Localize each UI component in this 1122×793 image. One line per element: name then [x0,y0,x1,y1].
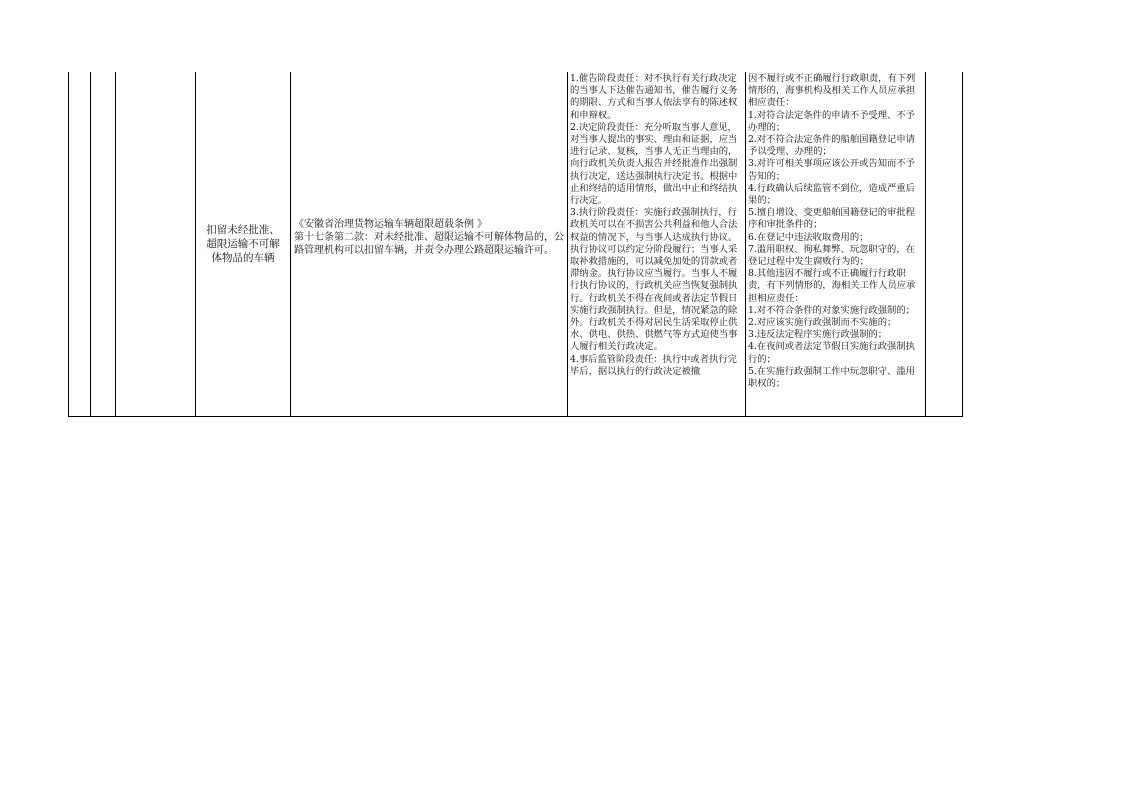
accountability-item: 8.其他违因不履行或不正确履行行政职责，有下列情形的，海相关工作人员应承担相应责任： [748,268,916,304]
accountability-item: 1.对不符合条件的对象实施行政强制的； [748,304,915,316]
table-cell-remarks [926,72,962,416]
accountability-item: 6.在登记中违法收取费用的； [748,231,869,243]
accountability-item: 7.滥用职权、徇私舞弊、玩忽职守的，在登记过程中发生腐败行为的； [748,243,915,268]
responsibility-item: 4.事后监管阶段责任：执行中或者执行完毕后，据以执行的行政决定被撤 [570,353,737,377]
accountability-item: 因不履行或不正确履行行政职责，有下列情形的，海事机构及相关工作人员应承担相应责任： [748,73,916,109]
responsibility-item: 2.决定阶段责任：充分听取当事人意见，对当事人提出的事实、理由和证据，应当进行记录、复核，当事人无正当理由的，向行政机关负责人报告并经批准作出强制执行决定，送达强制执行决定书。根据中止和终结的适用情形，做出中止和终结执行决定。 [570,121,738,207]
accountability-item: 5.擅自增设、变更船舶国籍登记的审批程序和审批条件的； [748,207,915,231]
accountability-item: 3.对许可相关事项应该公开或告知而不予告知的； [748,158,915,182]
accountability-list [746,72,925,416]
item-name-text: 扣留未经批准、超限运输不可解体物品的车辆 [206,224,280,264]
accountability-item: 4.在夜间或者法定节假日实施行政强制执行的； [748,341,915,365]
responsibility-item: 3.执行阶段责任：实施行政强制执行，行政机关可以在不损害公共利益和他人合法权益的情况下，与当事人达成执行协议。执行协议可以约定分阶段履行；当事人采取补救措施的，可以减免加处的罚款或者滞纳金。执行协议应当履行。当事人不履行执行协议的，行政机关应当恢复强制执行。行政机关不得在夜间或者法定节假日实施行政强制执行。但是，情况紧急的除外。行政机关不得对居民生活采取停止供水、供电、供热、供燃气等方式迫使当事人履行相关行政决定。 [570,207,738,353]
legal-basis-text [291,218,567,257]
table-cell-category [91,72,116,416]
responsibility-item: 1.催告阶段责任：对不执行有关行政决定的当事人下达催告通知书，催告履行义务的期限、方式和当事人依法享有的陈述权和申辩权。 [570,73,738,121]
accountability-item: 5.在实施行政强制工作中玩忽职守、滥用职权的； [748,365,915,390]
table-cell-index [69,72,91,416]
legal-basis-title: 《安徽省治理货物运输车辆超限超载条例 》 [294,218,488,230]
document-table [68,72,963,417]
table-cell-item-name [196,72,291,416]
responsibilities-list [568,72,745,416]
accountability-item: 2.对不符合法定条件的船舶国籍登记申请予以受理、办理的； [748,134,915,158]
accountability-item: 3.违反法定程序实施行政强制的； [748,329,888,341]
accountability-item: 4.行政确认后续监管不到位，造成严重后果的； [748,182,915,207]
accountability-item: 2.对应该实施行政强制而不实施的； [748,317,897,329]
table-cell-responsibilities [568,72,746,416]
table-cell-accountability [746,72,926,416]
table-cell-code [116,72,196,416]
table-cell-legal-basis [291,72,568,416]
legal-basis-body: 第十七条第二款：对未经批准、超限运输不可解体物品的，公路管理机构可以扣留车辆，并责令办理公路超限运输许可。 [294,231,564,256]
accountability-item: 1.对符合法定条件的申请不予受理、不予办理的； [748,109,915,133]
